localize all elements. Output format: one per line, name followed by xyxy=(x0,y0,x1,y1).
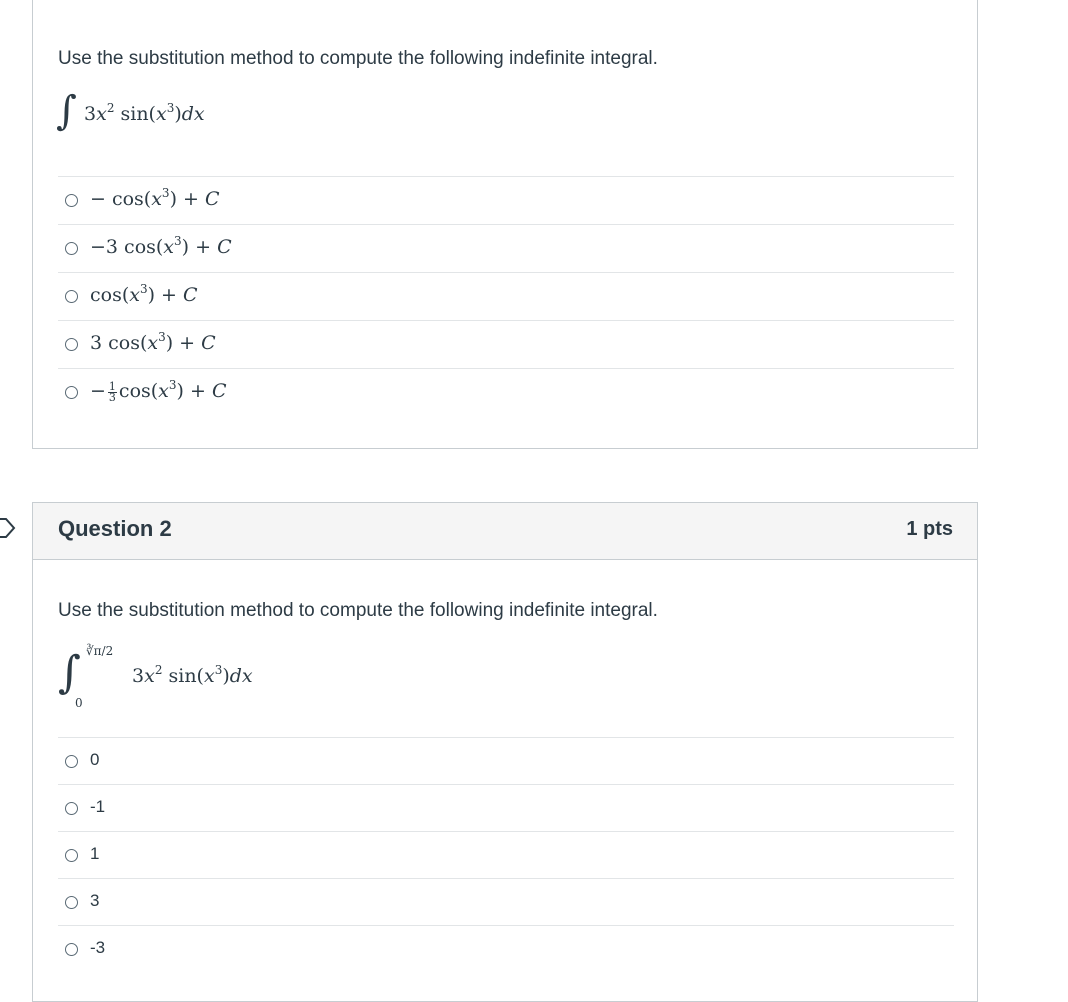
radio-button[interactable] xyxy=(65,290,78,303)
radio-button[interactable] xyxy=(65,943,78,956)
radio-button[interactable] xyxy=(65,755,78,768)
question-1-integrand: $3x^2$ $\sin(x^3)dx$ xyxy=(84,101,205,125)
question-title: Question 2 xyxy=(58,516,172,541)
answer-label: 3 xyxy=(90,891,100,910)
answer-option[interactable] xyxy=(58,224,954,272)
answer-option[interactable] xyxy=(58,784,954,831)
question-2-integrand: $3x^2$ $\sin(x^3)dx$ xyxy=(132,663,253,687)
answer-option[interactable] xyxy=(58,176,954,224)
answer-option[interactable] xyxy=(58,925,954,972)
integral-sign-icon: ∫ xyxy=(58,647,81,698)
answer-label: − $\frac{1}{3}$ $\cos(x^3) + C$ xyxy=(90,378,227,404)
integral-sign-icon: ∫ xyxy=(56,88,77,134)
answer-option[interactable] xyxy=(58,320,954,368)
answer-label: 0 xyxy=(90,750,100,769)
answer-label: 1 xyxy=(90,844,100,863)
answer-label: 3 $\cos(x^3) + C$ xyxy=(90,330,216,354)
question-1-integral xyxy=(56,88,358,146)
answer-option[interactable] xyxy=(58,272,954,320)
answer-option[interactable] xyxy=(58,368,954,416)
radio-button[interactable] xyxy=(65,194,78,207)
radio-button[interactable] xyxy=(65,386,78,399)
question-2-integral xyxy=(58,641,458,721)
question-points: 1 pts xyxy=(906,518,953,540)
question-2-prompt: Use the substitution method to compute the following indefinite integral. xyxy=(58,600,658,621)
radio-button[interactable] xyxy=(65,896,78,909)
answer-label: −3 $\cos(x^3) + C$ xyxy=(90,234,232,258)
radio-button[interactable] xyxy=(65,338,78,351)
question-1-prompt: Use the substitution method to compute the following indefinite integral. xyxy=(58,48,658,69)
lower-limit: 0 xyxy=(75,696,83,710)
answer-label: $\cos(x^3) + C$ xyxy=(90,282,198,306)
question-header xyxy=(33,503,977,560)
radio-button[interactable] xyxy=(65,802,78,815)
answer-label: -1 xyxy=(90,797,106,816)
answer-option[interactable] xyxy=(58,878,954,925)
radio-button[interactable] xyxy=(65,849,78,862)
question-1-panel xyxy=(32,0,978,449)
upper-limit: ∛π/2 xyxy=(86,644,114,658)
answer-option[interactable] xyxy=(58,831,954,878)
question-flag-icon[interactable] xyxy=(0,517,18,539)
answer-label: -3 xyxy=(90,938,106,957)
radio-button[interactable] xyxy=(65,242,78,255)
question-2-panel xyxy=(32,502,978,1002)
answer-label: − $\cos(x^3) + C$ xyxy=(90,186,220,210)
question-1-answer-list xyxy=(58,176,954,416)
answer-option[interactable] xyxy=(58,737,954,784)
question-2-answer-list xyxy=(58,737,954,972)
